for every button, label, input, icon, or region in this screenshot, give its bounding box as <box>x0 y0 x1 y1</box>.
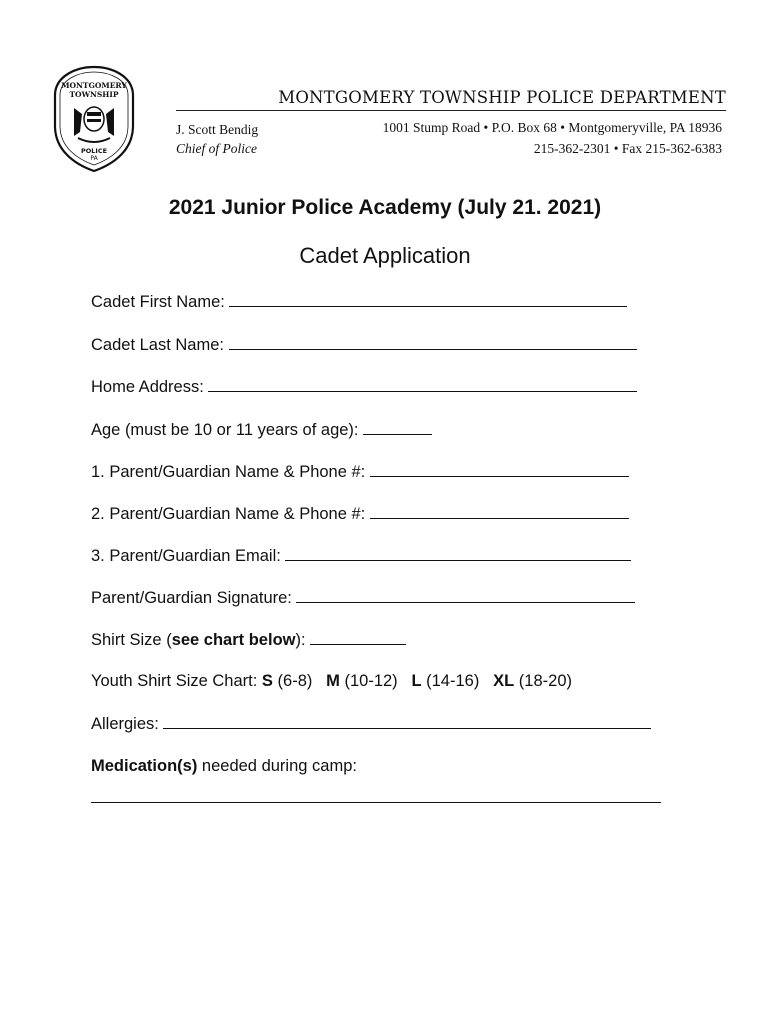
svg-text:TOWNSHIP: TOWNSHIP <box>69 90 119 99</box>
medication-field <box>91 757 357 776</box>
size-range-l: (14-16) <box>426 672 480 690</box>
size-range-xl: (18-20) <box>518 672 572 690</box>
shirt-size-label-bold: see chart below <box>171 631 296 649</box>
parent2-field <box>91 504 629 524</box>
last-name-field <box>91 335 637 355</box>
shirt-size-blank[interactable] <box>310 630 406 645</box>
first-name-label: Cadet First Name: <box>91 293 225 311</box>
svg-text:MONTGOMERY: MONTGOMERY <box>61 81 127 90</box>
age-blank[interactable] <box>363 420 432 435</box>
parent-email-blank[interactable] <box>285 546 631 561</box>
medication-blank-row <box>91 788 661 808</box>
size-code-xl: XL <box>493 672 515 690</box>
parent1-field <box>91 462 629 482</box>
shirt-size-field <box>91 630 406 650</box>
signature-field <box>91 588 635 608</box>
medication-label-bold: Medication(s) <box>91 757 198 775</box>
size-code-s: S <box>261 672 273 690</box>
last-name-blank[interactable] <box>229 335 637 350</box>
first-name-blank[interactable] <box>229 292 627 307</box>
allergies-field <box>91 714 651 734</box>
department-address: 1001 Stump Road • P.O. Box 68 • Montgomeryville, PA 18936 <box>382 120 722 135</box>
svg-text:POLICE: POLICE <box>80 147 108 155</box>
page-subtitle: Cadet Application <box>299 243 471 268</box>
department-phone: 215-362-2301 • Fax 215-362-6383 <box>533 141 722 156</box>
parent1-blank[interactable] <box>370 462 629 477</box>
parent2-label: 2. Parent/Guardian Name & Phone #: <box>91 505 366 523</box>
page-title: 2021 Junior Police Academy (July 21. 2021) <box>168 196 602 219</box>
medication-label-rest: needed during camp: <box>197 757 357 775</box>
home-address-label: Home Address: <box>91 378 204 396</box>
age-label: Age (must be 10 or 11 years of age): <box>91 421 359 439</box>
size-range-s: (6-8) <box>277 672 313 690</box>
chief-name: J. Scott Bendig <box>176 122 259 137</box>
shirt-size-label-prefix: Shirt Size ( <box>91 631 172 649</box>
signature-label: Parent/Guardian Signature: <box>91 589 292 607</box>
parent1-label: 1. Parent/Guardian Name & Phone #: <box>91 463 366 481</box>
medication-blank[interactable] <box>91 788 661 803</box>
first-name-field <box>91 292 627 312</box>
parent-email-field <box>91 546 631 566</box>
parent2-blank[interactable] <box>370 504 629 519</box>
size-code-l: L <box>411 672 422 690</box>
svg-text:PA: PA <box>90 155 98 162</box>
shirt-size-chart <box>91 672 572 691</box>
department-name: MONTGOMERY TOWNSHIP POLICE DEPARTMENT <box>278 88 726 107</box>
parent-email-label: 3. Parent/Guardian Email: <box>91 547 281 565</box>
shirt-chart-label: Youth Shirt Size Chart: <box>91 672 258 690</box>
home-address-blank[interactable] <box>208 377 637 392</box>
last-name-label: Cadet Last Name: <box>91 336 224 354</box>
home-address-field <box>91 377 637 397</box>
age-field <box>91 420 432 440</box>
allergies-blank[interactable] <box>163 714 651 729</box>
signature-blank[interactable] <box>296 588 635 603</box>
shirt-size-label-suffix: ): <box>295 631 306 649</box>
allergies-label: Allergies: <box>91 715 159 733</box>
header-rule <box>176 110 726 111</box>
size-code-m: M <box>326 672 340 690</box>
township-seal-logo <box>52 64 136 174</box>
size-range-m: (10-12) <box>344 672 398 690</box>
chief-title: Chief of Police <box>176 141 257 156</box>
